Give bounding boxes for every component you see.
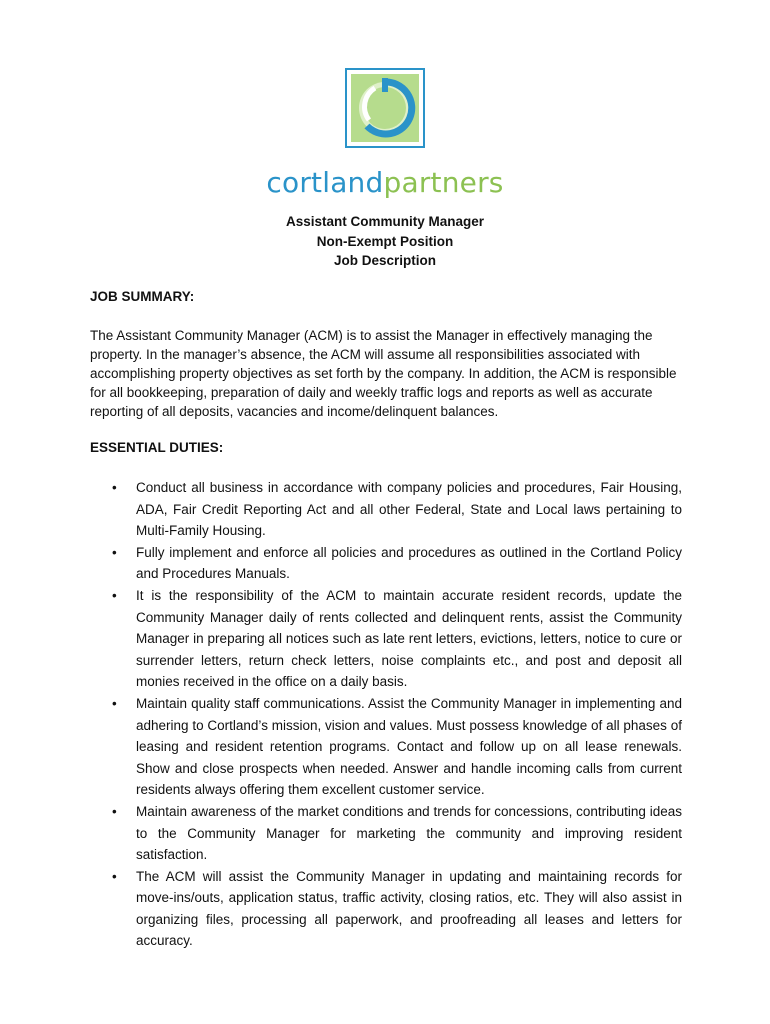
duty-text: It is the responsibility of the ACM to maintain accurate resident records, update the Community Manager daily of rents collected and delinquent rents, assist the Community Manager in preparing all notices such as late rent letters, evictions, letters, notice to cure or surrender letters, return check letters, noise complaints etc., and post and deposit all monies received in the office on a daily basis. — [136, 587, 682, 690]
list-item — [90, 477, 682, 542]
cortland-circle-logo-icon — [345, 68, 425, 148]
list-item — [90, 542, 682, 585]
document-header — [0, 212, 770, 271]
bullet-icon: • — [112, 803, 117, 819]
essential-duties-heading: ESSENTIAL DUTIES: — [90, 440, 224, 455]
list-item — [90, 693, 682, 801]
company-logo — [0, 68, 770, 199]
job-summary-heading: JOB SUMMARY: — [90, 289, 195, 304]
brand-partners: partners — [383, 166, 504, 199]
document-type: Job Description — [333, 253, 436, 268]
duty-text: Fully implement and enforce all policies and procedures as outlined in the Cortland Policy and Procedures Manuals. — [136, 544, 682, 582]
bullet-icon: • — [112, 868, 117, 884]
brand-cortland: cortland — [266, 166, 384, 199]
bullet-icon: • — [112, 695, 117, 711]
list-item — [90, 585, 682, 693]
bullet-icon: • — [112, 544, 117, 560]
duty-text: Maintain awareness of the market conditions and trends for concessions, contributing ideas to the Community Manager for marketing the community and improving resident satisfaction. — [136, 803, 682, 863]
list-item — [90, 801, 682, 866]
bullet-icon: • — [112, 480, 117, 495]
brand-wordmark — [0, 167, 770, 199]
list-item — [90, 866, 682, 952]
position-type: Non-Exempt Position — [316, 233, 454, 249]
job-title: Assistant Community Manager — [285, 214, 485, 229]
duty-text: Maintain quality staff communications. Assist the Community Manager in implementing and adhering to Cortland’s mission, vision and values. Must possess knowledge of all phases of leasing and resident retention programs. Contact and follow up on all lease renewals. Show and close prospects when needed. Answer and handle incoming calls from current residents always offering them excellent customer service. — [136, 695, 682, 798]
duty-text: Conduct all business in accordance with company policies and procedures, Fair Housing, ADA, Fair Credit Reporting Act and all other Federal, State and Local laws pertaining to Multi-Family Housing. — [136, 480, 682, 539]
duty-text: The ACM will assist the Community Manager in updating and maintaining records for move-ins/outs, application status, traffic activity, closing ratios, etc. They will also assist in organizing files, processing all paperwork, and proofreading all leases and letters for accuracy. — [136, 868, 682, 949]
job-summary-text: The Assistant Community Manager (ACM) is to assist the Manager in effectively managing the property. In the manager’s absence, the ACM will assume all responsibilities associated with accomplishing property objectives as set forth by the company. In addition, the ACM is responsible for all bookkeeping, preparation of daily and weekly traffic logs and reports as well as accurate reporting of all deposits, vacancies and income/delinquent balances. — [90, 328, 677, 419]
essential-duties-list — [90, 477, 682, 952]
bullet-icon: • — [112, 587, 117, 603]
